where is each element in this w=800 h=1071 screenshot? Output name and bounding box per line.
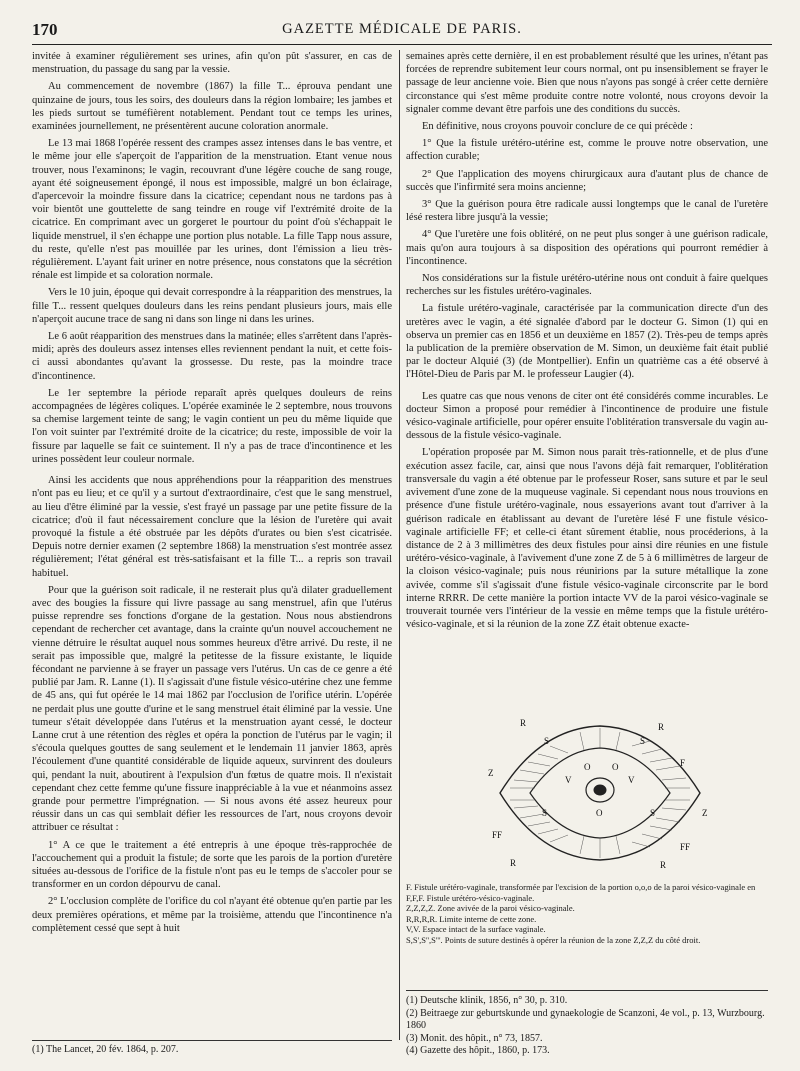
paragraph: 2° L'occlusion complète de l'orifice du col n'ayant été obtenue qu'en partie par les deux premières opérations, et même par la troisième, attendu que l'incontinence n'a complètement cessé que sept à huit bbox=[32, 896, 392, 934]
label-o: O bbox=[596, 808, 603, 818]
label-r: R bbox=[660, 860, 667, 870]
paragraph: invitée à examiner régulièrement ses urines, afin qu'on pût s'assurer, en cas de menstruation, du passage du sang par la vessie. bbox=[32, 51, 392, 76]
paragraph: L'opération proposée par M. Simon nous parait très-rationnelle, et de plus d'une exécution assez facile, car, ainsi que nous l'avons déjà fait remarquer, l'oblitération transversale du vagin a été obtenue par le professeur Roser, sans suture et par le seul avivement d'une zone de la muqueuse vaginale. Si cependant nous nous trouvions en présence d'une fistule urétéro-vaginale, nous essayerions avant tout d'arriver à la guérison radicale en établissant au devant de l'uretère lésé F une fistule vésico-vaginale artificielle FF; et celle-ci étant sûrement établie, nous procéderions, à la distance de 2 à 3 millimètres des deux fistules pour ainsi dire réunies en une fistule urétéro-vésico-vaginale, à l'avivement d'une zone Z de 5 à 6 millimètres de largeur de la cloison vésico-vaginale; puis nous réunirions par la suture métallique la zone avivée, comme s'il s'agissait d'une fistule vésico-vaginale circonscrite par le bord interne RRRR. De cette manière la portion intacte VV de la paroi vésico-vaginale se trouverait tournée vers l'intérieur de la vessie en même temps que la fistule urétéro-vésico-vaginale, et si la réunion de la zone ZZ était obtenue exacte- bbox=[406, 447, 768, 631]
caption-line: V,V. Espace intact de la surface vaginale. bbox=[406, 924, 546, 934]
footnote: (1) The Lancet, 20 fév. 1864, p. 207. bbox=[32, 1044, 179, 1055]
paragraph: 1° Que la fistule urétéro-utérine est, comme le prouve notre observation, une affection curable; bbox=[406, 138, 768, 163]
paragraph: Le 1er septembre la période reparaît après quelques douleurs de reins accompagnées de légères coliques. L'opérée examinée le 2 septembre, nous trouvons sa chemise largement teinte de sang; le vagin contient un peu du même liquide que l'on voit suinter par l'extrémité droite de la cicatrice; du reste, impossible de voir la fissure par laquelle se fait ce suintement. Il n'y a pas de trace d'incontinence et les urines possèdent leur couleur normale. bbox=[32, 387, 392, 465]
label-r: R bbox=[510, 858, 517, 868]
caption-line: Z,Z,Z,Z. Zone avivée de la paroi vésico-vaginale. bbox=[406, 903, 575, 913]
journal-title: GAZETTE MÉDICALE DE PARIS. bbox=[282, 21, 522, 37]
paragraph: Vers le 10 juin, époque qui devait correspondre à la réapparition des menstrues, la fille T... ressent quelques douleurs dans les reins pendant plusieurs jours, mais elle n'aperçoit aucune trace de sang ni dans son linge ni dans les urines. bbox=[32, 287, 392, 325]
figure-caption bbox=[406, 882, 768, 945]
paragraph: semaines après cette dernière, il en est probablement résulté que les urines, n'étant pas forcées de reprendre subitement leur cours normal, ont pu insensiblement se frayer le passage de leur ancienne voie. Bien que nous n'ayons pas songé à créer cette dernière circonstance qui s'est même produite contre notre volonté, nous croyons devoir la signaler comme devant être parfois une des conditions du succès. bbox=[406, 51, 768, 115]
caption-line: R,R,R,R. Limite interne de cette zone. bbox=[406, 913, 537, 924]
label-r: R bbox=[520, 718, 527, 728]
anatomical-figure bbox=[480, 708, 720, 878]
footnote: (4) Gazette des hôpit., 1860, p. 173. bbox=[406, 1045, 550, 1056]
caption-line: F,F,F. Fistule urétéro-vésico-vaginale. bbox=[406, 892, 535, 903]
label-r: R bbox=[658, 722, 665, 732]
right-column bbox=[406, 50, 768, 700]
paragraph: Pour que la guérison soit radicale, il ne resterait plus qu'à dilater graduellement avec des bougies la fissure qui livre passage au sang menstruel, afin que l'utérus puisse reprendre ses fonctions d'organe de la gestation. Nous nous abstiendrons cependant de rechercher cet avantage, dans la crainte qu'un nouvel accouchement ne vienne détruire le résultat auquel nous sommes heureux d'être arrivé. Du reste, il ne serait pas impossible que, malgré la petitesse de la fissure existante, le liquide fécondant ne parvienne à se frayer un passage vers l'utérus. Un cas de ce genre a été publié par Jam. R. Lanne (1). Il s'agissait d'une fistule vésico-utérine chez une femme de 45 ans, qui fut opérée le 14 mai 1862 par l'occlusion de l'orifice utérin. L'opérée ne perdait plus une goutte d'urine et le sang menstruel était éliminé par la vessie. Une tumeur s'était développée dans l'utérus et la menstruation ayant cessé, le docteur Lanne crut à une rétention des règles et opéra la ponction de l'utérus par le vagin; il s'écoula quelques gouttes de sang seulement et le lendemain 11 janvier 1863, après l'écoulement d'une quantité considérable de liquide aqueux, survinrent des douleurs qui, pendant la nuit, aboutirent à l'expulsion d'un fœtus de quatre mois. Il n'existait cependant chez cette femme qu'une fissure inappréciable à la vue et néanmoins assez grande pour permettre l'imprégnation. — Si nous avons été assez heureux pour réussir dans un cas qui semblait défier les ressources de l'art, nous croyons devoir attribuer ce résultat : bbox=[32, 584, 392, 834]
paragraph: La fistule urétéro-vaginale, caractérisée par la communication directe d'un des uretères avec le vagin, a été signalée d'abord par le docteur G. Simon (1) qui en observa un premier cas en 1856 et un deuxième en 1857 (2). Très-peu de temps après la publication de la première observation de M. Simon, un deuxième fait était publié par le docteur Alquié (3) (de Montpellier). Enfin un quatrième cas a été observé à l'Hôtel-Dieu de Paris par M. le professeur Laugier (4). bbox=[406, 303, 768, 381]
label-v: V bbox=[565, 775, 572, 785]
paragraph: 1° A ce que le traitement a été entrepris à une époque très-rapprochée de l'accouchement qui a produit la fistule; de sorte que les parois de la portion d'uretère situées au-dessous de l'orifice de la fistule n'ont pas eu le temps de s'accoler pour se transformer en un cordon dépourvu de canal. bbox=[32, 839, 392, 891]
page-header bbox=[32, 18, 772, 45]
footnotes-right bbox=[406, 990, 768, 1058]
label-ff: FF bbox=[680, 842, 691, 852]
label-s: S bbox=[544, 736, 550, 746]
caption-line: F. Fistule urétéro-vaginale, transformée par l'excision de la portion o,o,o de la paroi vésico-vaginale en bbox=[406, 882, 756, 892]
paragraph: Ainsi les accidents que nous appréhendions pour la réapparition des menstrues n'ont pas eu lieu; et ce qu'il y a surtout d'extraordinaire, c'est que le sang menstruel, au lieu d'être éliminé par la vessie, s'est frayé un passage par une petite fissure de la cicatrice; d'où il faut nécessairement conclure que la lésion de l'uretère qui avait provoqué la fistule a été obstruée par les dépôts d'urates ou bien s'est cicatrisée. Depuis notre dernier examen (2 septembre 1868) la menstruation s'est montrée assez régulièrement; l'état général est très-satisfaisant et la fille T... a repris son travail habituel. bbox=[32, 475, 392, 579]
paragraph: Le 6 août réapparition des menstrues dans la matinée; elles s'arrêtent dans l'après-midi; après des douleurs assez intenses elles reviennent pendant la nuit, et cette fois-ci aussi abondantes qu'avant la grossesse. Du reste, pas la moindre trace d'incontinence. bbox=[32, 331, 392, 382]
label-o: O bbox=[612, 762, 619, 772]
label-z: Z bbox=[488, 768, 494, 778]
paragraph: Nos considérations sur la fistule urétéro-utérine nous ont conduit à faire quelques recherches sur les fistules urétéro-vaginales. bbox=[406, 273, 768, 298]
label-f: F bbox=[680, 758, 686, 768]
column-divider bbox=[399, 50, 400, 1040]
label-s: S bbox=[650, 808, 656, 818]
paragraph: Au commencement de novembre (1867) la fille T... éprouva pendant une quinzaine de jours, tous les soirs, des douleurs dans la région lombaire; les jambes et les pieds surtout se tuméfièrent notablement. Pendant tout ce temps les urines, examinées journellement, ne présentèrent aucune coloration anormale. bbox=[32, 81, 392, 133]
label-s: S bbox=[640, 736, 646, 746]
caption-line: S,S',S'',S'''. Points de suture destinés à opérer la réunion de la zone Z,Z,Z du côté droit. bbox=[406, 934, 701, 945]
label-ff: FF bbox=[492, 830, 503, 840]
paragraph: 3° Que la guérison poura être radicale aussi longtemps que le canal de l'uretère lésé restera libre jusqu'à la vessie; bbox=[406, 199, 768, 224]
paragraph: Le 13 mai 1868 l'opérée ressent des crampes assez intenses dans le bas ventre, et le même jour elle s'aperçoit de l'apparition de la menstruation. Etant venue nous trouver, nous l'examinons; le vagin, recouvrant d'une légère couche de sang rouge, ayant été soigneusement épongé, il nous est impossible, malgré un bon éclairage, d'apercevoir la moindre fissure dans la cicatrice; cependant nous ne tardons pas à voir bientôt une gouttelette de sang teindre en rouge vif l'extrémité droite de la cicatrice. En comprimant avec un gorgeret le pourtour du point d'où s'échappait le liquide menstruel, il s'en échappe une portion plus notable. La fille Tapp nous assure, du reste, qu'elle n'est pas mouillée par les urines, dont l'émission a lieu très-régulièrement. L'ayant fait uriner en notre présence, nous constatons que la sécrétion rénale est limpide et sa coloration normale. bbox=[32, 138, 392, 282]
paragraph: 2° Que l'application des moyens chirurgicaux aura d'autant plus de chance de succès que l'infirmité sera moins ancienne; bbox=[406, 168, 768, 193]
footnote-left bbox=[32, 1040, 392, 1057]
label-o: O bbox=[584, 762, 591, 772]
left-column bbox=[32, 50, 392, 1010]
paragraph: En définitive, nous croyons pouvoir conclure de ce qui précède : bbox=[422, 121, 693, 133]
footnote: (1) Deutsche klinik, 1856, n° 30, p. 310. bbox=[406, 995, 568, 1006]
page-number: 170 bbox=[32, 20, 58, 39]
label-v: V bbox=[628, 775, 635, 785]
footnote: (3) Monit. des hôpit., n° 73, 1857. bbox=[406, 1032, 543, 1044]
label-s: S bbox=[542, 808, 548, 818]
fistula-core bbox=[594, 785, 606, 795]
footnote: (2) Beitraege zur geburtskunde und gynaekologie de Scanzoni, 4e vol., p. 13, Wurzbourg. 1860 bbox=[406, 1007, 765, 1031]
paragraph: Les quatre cas que nous venons de citer ont été considérés comme incurables. Le docteur Simon a proposé pour remédier à l'incontinence de produire une fistule vésico-vaginale artificielle, pour opérer ensuite l'oblitération transversale du vagin au-dessous de la fistule vésico-vaginale. bbox=[406, 390, 768, 442]
paragraph: 4° Que l'uretère une fois oblitéré, on ne peut plus songer à une guérison radicale, mais qu'on aura toujours à sa disposition des opérations qui pourront remédier à l'incontinence. bbox=[406, 229, 768, 267]
label-z: Z bbox=[702, 808, 708, 818]
